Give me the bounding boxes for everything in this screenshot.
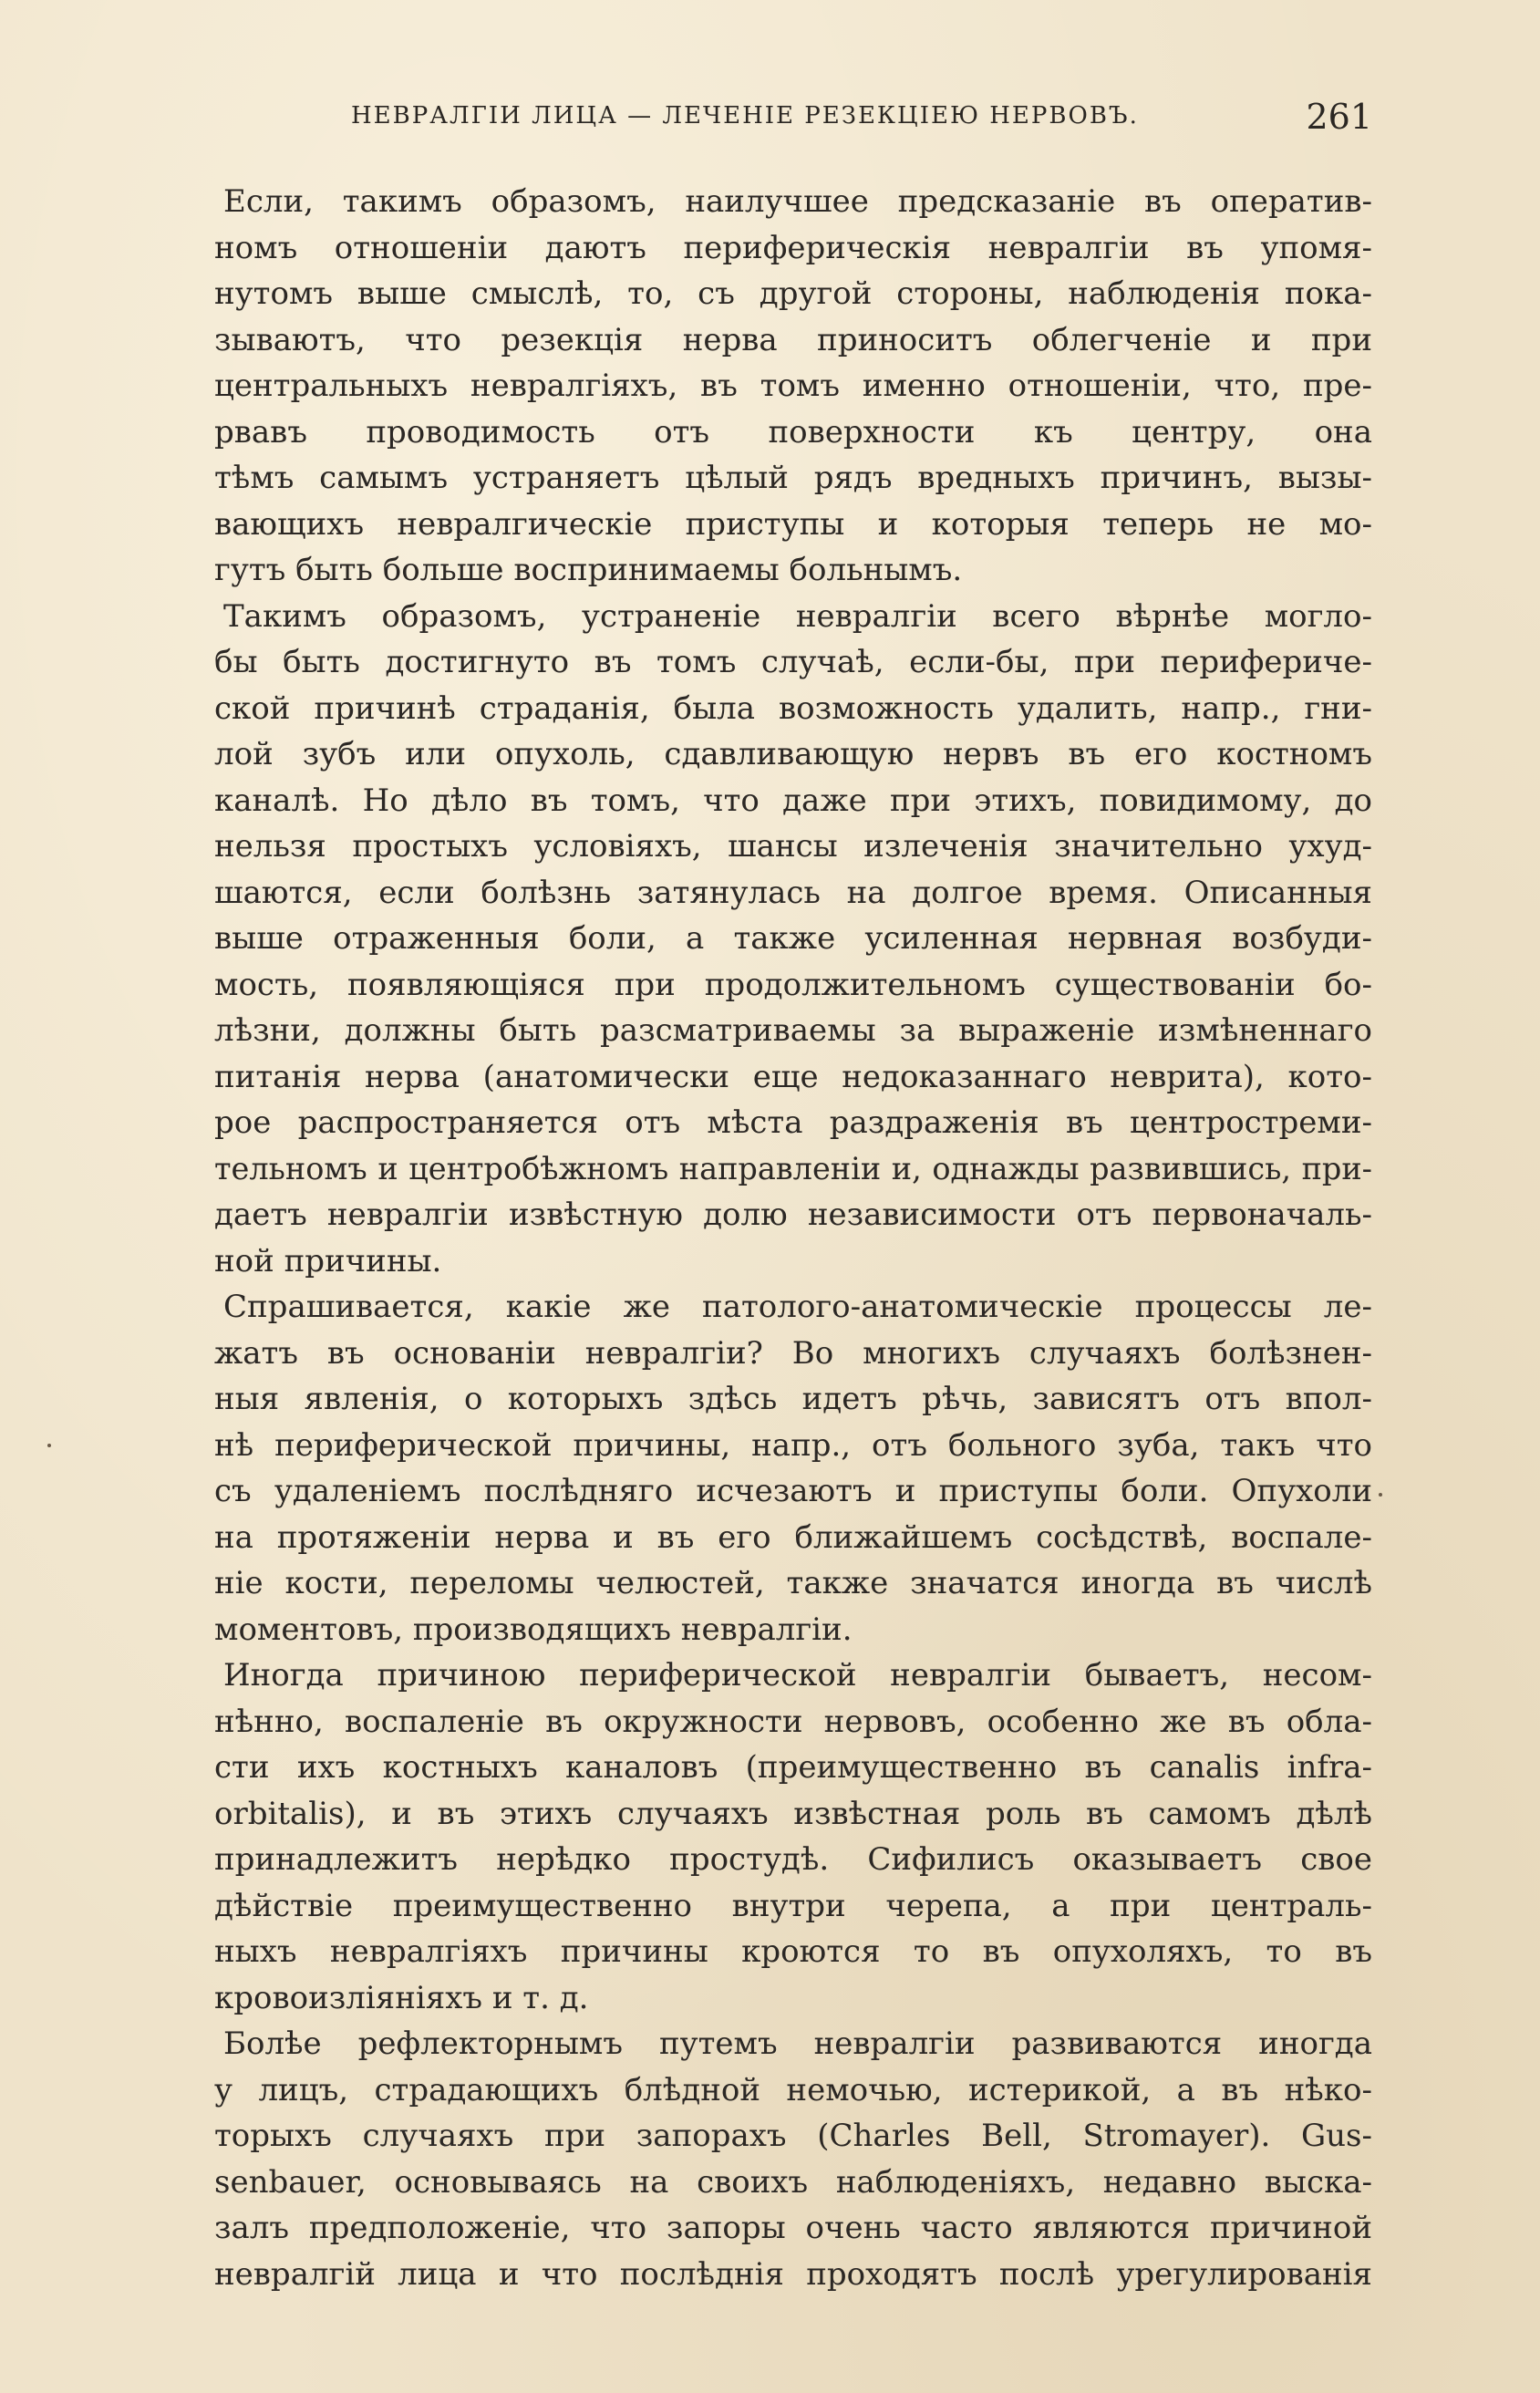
- text-line: дѣйствіе преимущественно внутри черепа, а при централь-: [214, 1887, 1372, 1924]
- text-line: рвавъ проводимость отъ поверхности къ центру, она: [214, 413, 1372, 451]
- text-line: гутъ быть больше воспринимаемы больнымъ.: [214, 552, 963, 588]
- text-line: принадлежитъ нерѣдко простудѣ. Сифилисъ оказываетъ свое: [214, 1841, 1372, 1878]
- text-line: нѣнно, воспаленіе въ окружности нервовъ, особенно же въ обла-: [214, 1703, 1372, 1740]
- page-number: 261: [1306, 97, 1372, 137]
- paragraph: [214, 1652, 1372, 2021]
- running-title: НЕВРАЛГІИ ЛИЦА — ЛЕЧЕНІЕ РЕЗЕКЦІЕЮ НЕРВОВЪ.: [351, 102, 1139, 129]
- text-line: Болѣе рефлекторнымъ путемъ невралгіи развиваются иногда: [223, 2025, 1372, 2062]
- text-line: тельномъ и центробѣжномъ направленіи и, однажды развившись, при-: [214, 1150, 1372, 1186]
- paper-speck: [47, 1444, 51, 1447]
- text-line: зываютъ, что резекція нерва приноситъ облегченіе и при: [214, 321, 1372, 358]
- text-line: кровоизліяніяхъ и т. д.: [214, 1979, 589, 2016]
- text-line: лѣзни, должны быть разсматриваемы за выраженіе измѣненнаго: [214, 1012, 1372, 1049]
- text-line: Спрашивается, какіе же патолого-анатомическіе процессы ле-: [223, 1289, 1372, 1325]
- text-line: сти ихъ костныхъ каналовъ (преимущественно въ canalis infra-: [214, 1749, 1372, 1786]
- text-line: выше отраженныя боли, а также усиленная нервная возбуди-: [214, 920, 1372, 957]
- paragraph: [214, 594, 1372, 1285]
- text-line: питанія нерва (анатомически еще недоказаннаго неврита), кото-: [214, 1058, 1372, 1095]
- text-line: невралгій лица и что послѣднія проходятъ послѣ урегулированія: [214, 2255, 1372, 2293]
- text-line: рое распространяется отъ мѣста раздраженія въ центростреми-: [214, 1104, 1372, 1141]
- text-line: на протяженіи нерва и въ его ближайшемъ сосѣдствѣ, воспале-: [214, 1518, 1372, 1556]
- body-text: [214, 179, 1372, 2297]
- text-line: вающихъ невралгическіе приступы и которыя теперь не мо-: [214, 505, 1372, 543]
- text-line: ской причинѣ страданія, была возможность удалить, напр., гни-: [214, 689, 1372, 727]
- text-line: у лицъ, страдающихъ блѣдной немочью, истерикой, а въ нѣко-: [214, 2071, 1372, 2108]
- text-line: orbitalis), и въ этихъ случаяхъ извѣстная роль въ самомъ дѣлѣ: [214, 1795, 1372, 1832]
- text-line: нутомъ выше смыслѣ, то, съ другой стороны, наблюденія пока-: [214, 275, 1372, 312]
- text-line: съ удаленіемъ послѣдняго исчезаютъ и приступы боли. Опухоли: [214, 1473, 1372, 1509]
- text-line: тѣмъ самымъ устраняетъ цѣлый рядъ вредныхъ причинъ, вызы-: [214, 460, 1372, 496]
- text-line: центральныхъ невралгіяхъ, въ томъ именно отношеніи, что, пре-: [214, 368, 1372, 404]
- text-line: Если, такимъ образомъ, наилучшее предсказаніе въ оператив-: [223, 183, 1372, 220]
- text-line: senbauer, основываясь на своихъ наблюденіяхъ, недавно выска-: [214, 2163, 1372, 2201]
- paragraph: [214, 179, 1372, 594]
- text-line: бы быть достигнуто въ томъ случаѣ, если-бы, при перифериче-: [214, 644, 1372, 680]
- text-line: моментовъ, производящихъ невралгіи.: [214, 1611, 853, 1648]
- text-line: Такимъ образомъ, устраненіе невралгіи всего вѣрнѣе могло-: [223, 597, 1372, 635]
- paper-speck: [1379, 1493, 1382, 1497]
- text-line: каналѣ. Но дѣло въ томъ, что даже при этихъ, повидимому, до: [214, 782, 1372, 819]
- paragraph: [214, 1284, 1372, 1652]
- text-line: даетъ невралгіи извѣстную долю независимости отъ первоначаль-: [214, 1196, 1372, 1233]
- text-line: ныхъ невралгіяхъ причины кроются то въ опухоляхъ, то въ: [214, 1933, 1372, 1970]
- text-line: ныя явленія, о которыхъ здѣсь идетъ рѣчь, зависятъ отъ впол-: [214, 1381, 1372, 1417]
- text-line: номъ отношеніи даютъ периферическія невралгіи въ упомя-: [214, 229, 1372, 266]
- running-head: [214, 98, 1372, 142]
- text-line: торыхъ случаяхъ при запорахъ (Charles Bell, Stromayer). Gus-: [214, 2118, 1372, 2154]
- text-line: ной причины.: [214, 1242, 442, 1279]
- text-line: жатъ въ основаніи невралгіи? Во многихъ случаяхъ болѣзнен-: [214, 1334, 1372, 1372]
- text-line: Иногда причиною периферической невралгіи бываетъ, несом-: [223, 1657, 1372, 1694]
- paragraph: [214, 2021, 1372, 2297]
- text-line: залъ предположеніе, что запоры очень часто являются причиной: [214, 2210, 1372, 2246]
- text-line: ніе кости, переломы челюстей, также значатся иногда въ числѣ: [214, 1565, 1372, 1601]
- text-line: мость, появляющіяся при продолжительномъ существованіи бо-: [214, 966, 1372, 1003]
- text-line: лой зубъ или опухоль, сдавливающую нервъ въ его костномъ: [214, 736, 1372, 772]
- text-line: шаются, если болѣзнь затянулась на долгое время. Описанныя: [214, 874, 1372, 911]
- text-line: нельзя простыхъ условіяхъ, шансы излеченія значительно ухуд-: [214, 828, 1372, 865]
- text-line: нѣ периферической причины, напр., отъ больного зуба, такъ что: [214, 1426, 1372, 1464]
